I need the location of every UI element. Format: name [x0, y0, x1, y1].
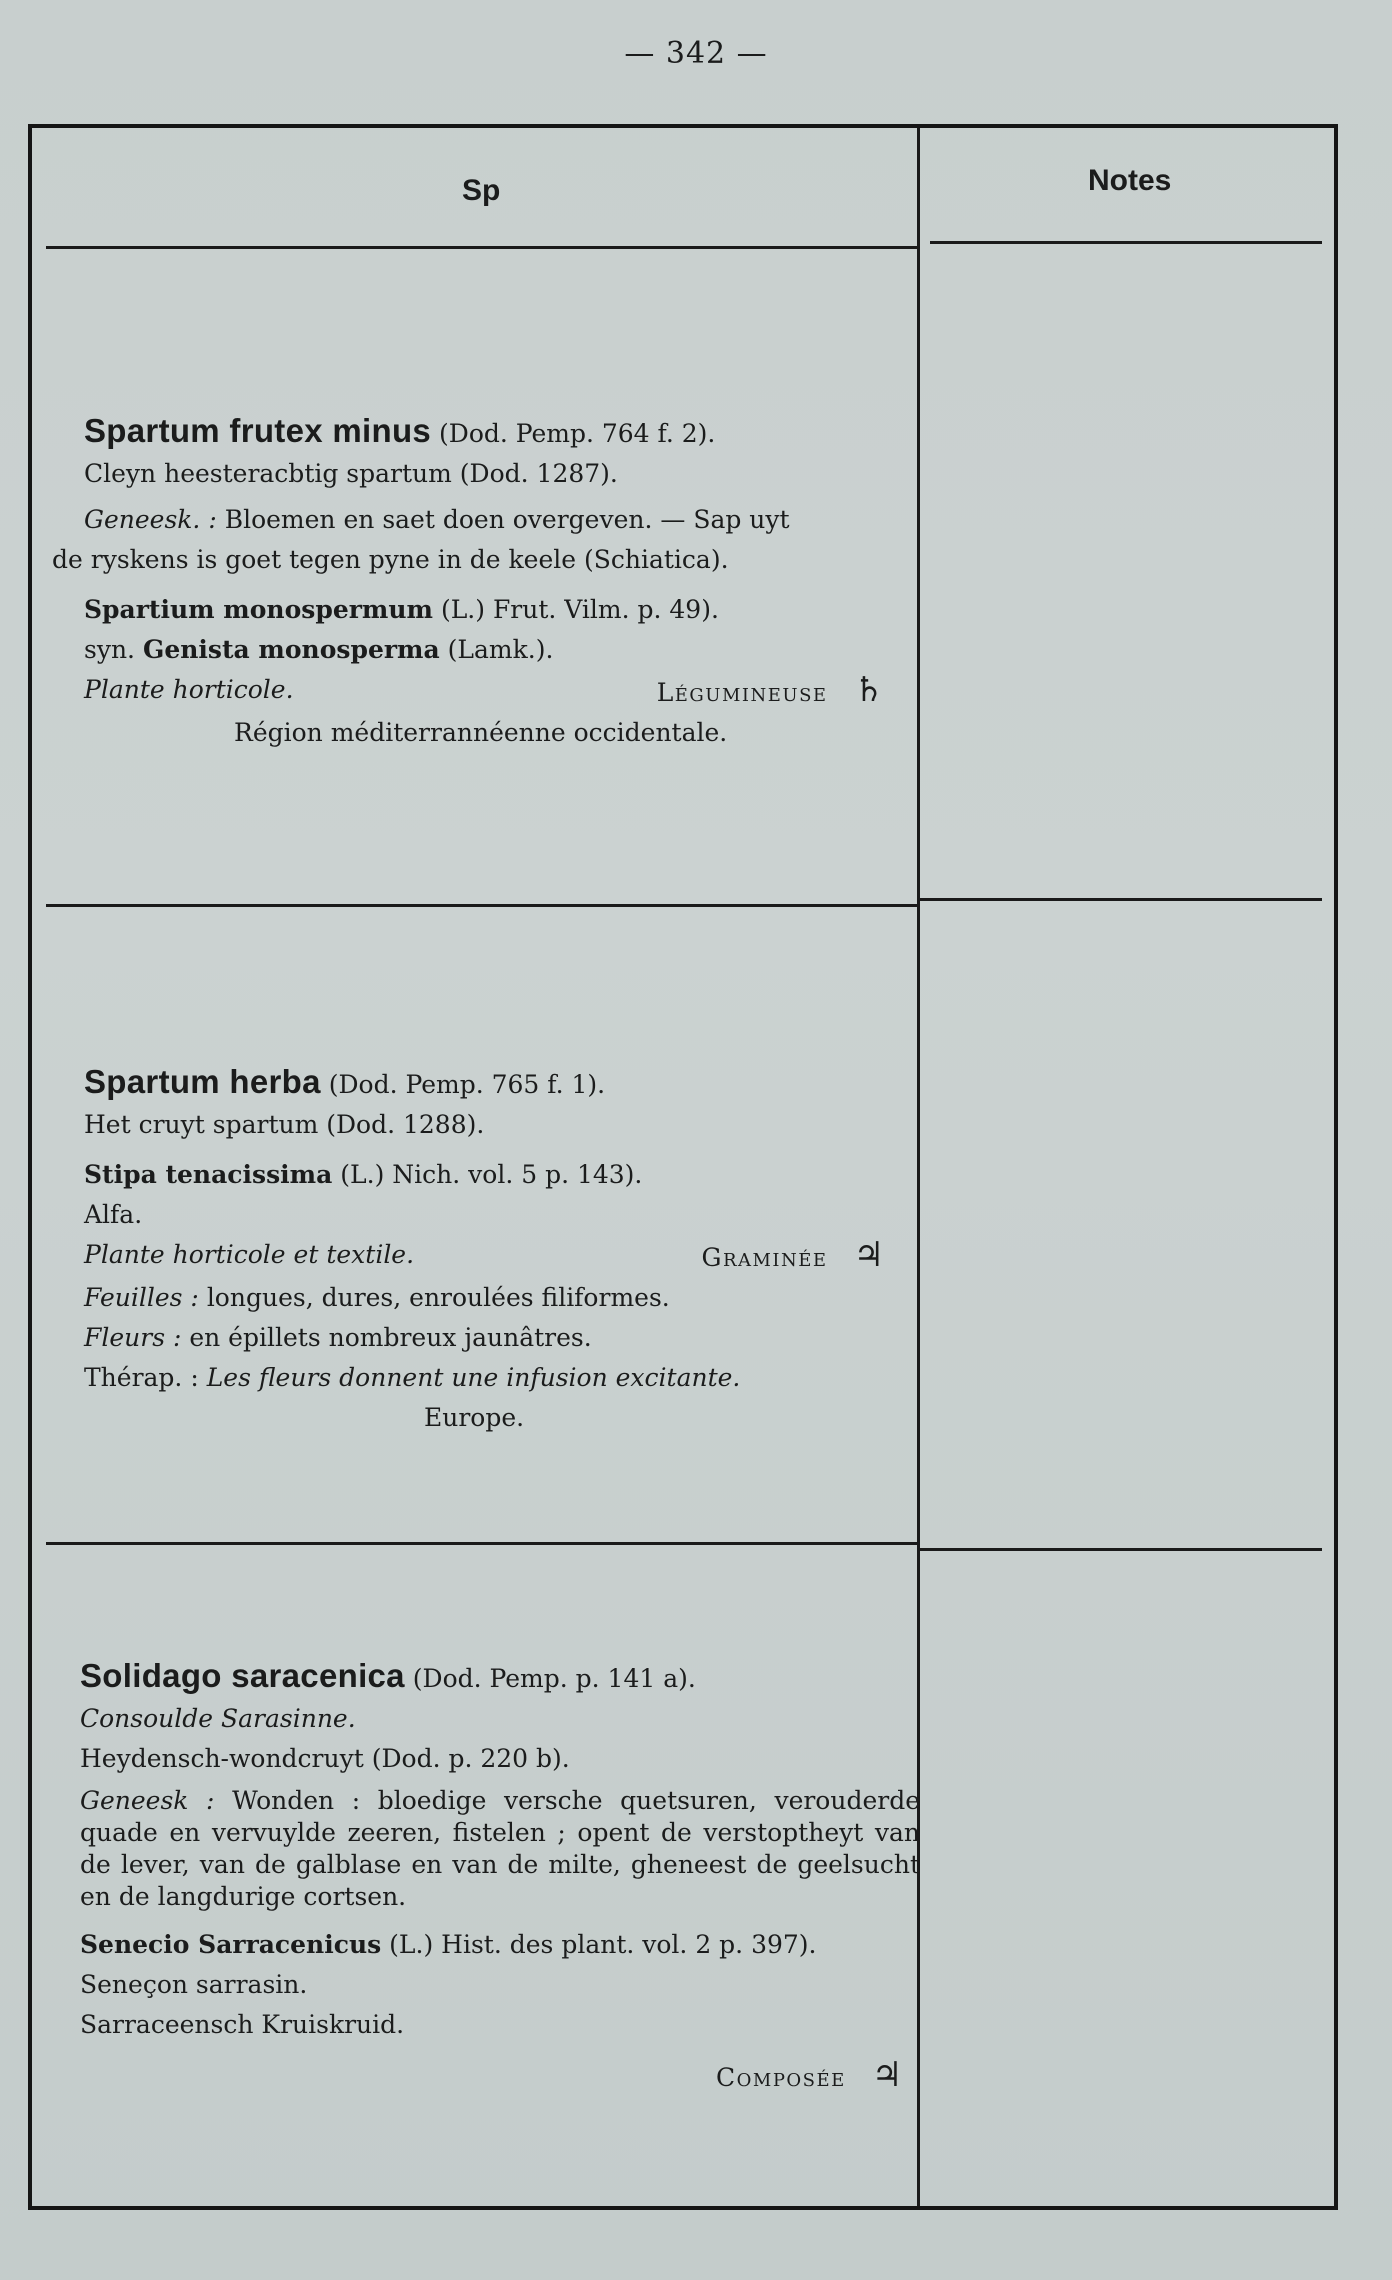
syn-prefix: syn.: [84, 635, 136, 664]
synonym-reference: (L.) Nich. vol. 5 p. 143).: [340, 1160, 643, 1189]
perennial-symbol-icon: ♃: [853, 1235, 884, 1275]
region: Europe.: [424, 1403, 525, 1432]
page-number: — 342 —: [624, 36, 768, 71]
therap-label: Thérap. :: [84, 1363, 199, 1392]
family: Composée: [716, 2063, 846, 2092]
fleurs-label: Fleurs :: [84, 1323, 182, 1352]
geneesk-text: Bloemen en saet doen overgeven. — Sap uyt: [224, 505, 790, 534]
row-divider-2-left: [46, 1542, 919, 1545]
row-divider-1-right: [920, 898, 1322, 901]
entry-title: Spartum frutex minus: [84, 412, 432, 449]
shrub-symbol-icon: ♄: [853, 670, 884, 710]
geneesk-label: Geneesk. :: [84, 505, 217, 534]
header-underline-left: [46, 246, 919, 249]
header-underline-right: [930, 241, 1322, 244]
fleurs-text: en épillets nombreux jaunâtres.: [189, 1323, 592, 1352]
entry-reference: (Dod. Pemp. 764 f. 2).: [439, 419, 716, 448]
family: Légumineuse: [656, 678, 828, 707]
row-divider-1-left: [46, 904, 919, 907]
usage: Plante horticole et textile.: [84, 1240, 415, 1269]
french-common-name: Seneçon sarrasin.: [80, 1970, 308, 1999]
entry-spartum-herba: [84, 1062, 924, 1438]
entry-title: Spartum herba: [84, 1063, 321, 1100]
header-notes: Notes: [1088, 164, 1172, 197]
feuilles-label: Feuilles :: [84, 1283, 199, 1312]
synonym-reference: (L.) Frut. Vilm. p. 49).: [440, 595, 719, 624]
entry-solidago-saracenica: [80, 1656, 928, 2098]
alt-name: Alfa.: [84, 1200, 143, 1229]
synonym2-latin: Genista monosperma: [142, 635, 440, 664]
therap-text: Les fleurs donnent une infusion excitante.: [206, 1363, 741, 1392]
family: Graminée: [701, 1243, 828, 1272]
region: Région méditerrannéenne occidentale.: [234, 718, 728, 747]
synonym2-reference: (Lamk.).: [447, 635, 554, 664]
usage: Plante horticole.: [84, 675, 294, 704]
entry-spartum-frutex-minus: [52, 411, 924, 753]
synonym-reference: (L.) Hist. des plant. vol. 2 p. 397).: [389, 1930, 817, 1959]
dutch-common-name: Sarraceensch Kruiskruid.: [80, 2010, 405, 2039]
header-sp: Sp: [462, 174, 501, 207]
entry-title: Solidago saracenica: [80, 1657, 405, 1694]
synonym-latin: Senecio Sarracenicus: [80, 1930, 382, 1959]
entry-table: [28, 124, 1338, 2210]
entry-reference: (Dod. Pemp. p. 141 a).: [412, 1664, 696, 1693]
synonym-latin: Stipa tenacissima: [84, 1160, 333, 1189]
dutch-name: Heydensch-wondcruyt (Dod. p. 220 b).: [80, 1744, 570, 1773]
dutch-name: Cleyn heesteracbtig spartum (Dod. 1287).: [84, 459, 618, 488]
perennial-symbol-icon: ♃: [871, 2055, 903, 2095]
geneesk-continuation: de ryskens is goet tegen pyne in de keele (Schiatica).: [52, 545, 729, 574]
geneesk-label: Geneesk :: [80, 1786, 215, 1815]
row-divider-2-right: [920, 1548, 1322, 1551]
synonym-latin: Spartium monospermum: [84, 595, 433, 624]
dutch-name: Het cruyt spartum (Dod. 1288).: [84, 1110, 485, 1139]
feuilles-text: longues, dures, enroulées filiformes.: [206, 1283, 670, 1312]
entry-reference: (Dod. Pemp. 765 f. 1).: [328, 1070, 606, 1099]
french-name: Consoulde Sarasinne.: [80, 1704, 356, 1733]
geneesk-text: Wonden : bloedige versche quetsuren, verouderde quade en vervuylde zeeren, fistelen ; opent de verstoptheyt van de lever, van de galblase en van de milte, gheneest de geelsucht en de langdurige cortsen.: [80, 1786, 921, 1911]
